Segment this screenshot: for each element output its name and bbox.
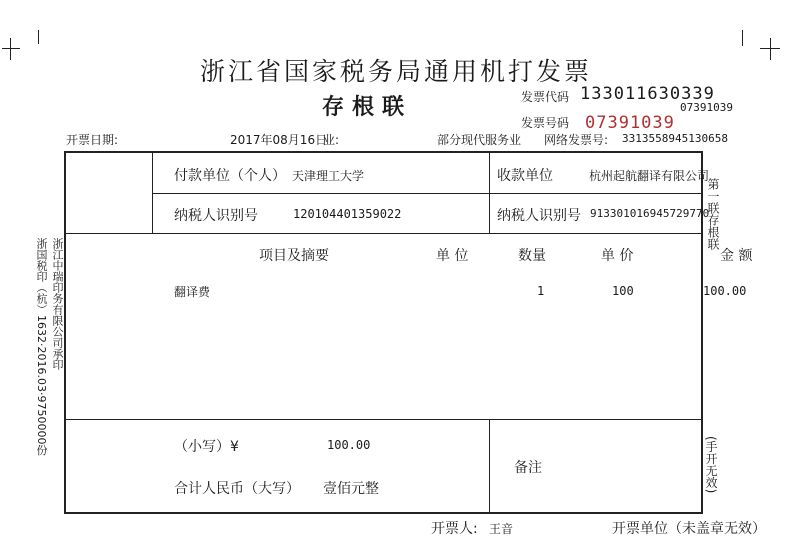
payer-name: 天津理工大学 [292, 169, 365, 183]
total-small-label: （小写）¥ [174, 439, 239, 455]
network-number-label: 网络发票号: [544, 133, 609, 147]
payee-label: 收款单位 [497, 168, 553, 184]
payee-tax-id-label: 纳税人识别号 [497, 208, 581, 224]
issue-date-label: 开票日期: [66, 133, 119, 147]
printer-info-line1: 浙国税印（杭）1632·2016.03·9750000份 [35, 238, 48, 456]
network-number: 3313558945130658 [622, 132, 728, 145]
payee-name: 杭州起航翻译有限公司 [589, 169, 710, 183]
industry-label-partial: 业: [323, 133, 340, 147]
payer-label: 付款单位（个人） [174, 168, 286, 184]
remarks-label: 备注 [514, 460, 542, 476]
issue-date: 2017年08月16日 [230, 133, 328, 147]
invoice-code: 133011630339 [580, 84, 715, 104]
row-divider [152, 193, 702, 194]
col-divider [152, 153, 153, 233]
invoice-body [64, 151, 703, 514]
stub-label: 存根联 [322, 95, 413, 120]
total-big-label: 合计人民币（大写） [174, 481, 300, 497]
invoice-code-label: 发票代码 [521, 90, 570, 104]
issuer-name: 王音 [489, 522, 514, 536]
payer-tax-id-label: 纳税人识别号 [174, 208, 258, 224]
invoice-title: 浙江省国家税务局通用机打发票 [200, 57, 593, 86]
crop-mark [10, 38, 11, 60]
invoice-number: 07391039 [585, 113, 675, 133]
issuer-label: 开票人: [431, 521, 478, 537]
row-price: 100 [612, 284, 634, 298]
crop-mark [760, 48, 780, 49]
crop-mark [38, 30, 39, 44]
printer-info-line2: 浙江中瑞印务有限公司承印 [51, 238, 64, 370]
col-divider [489, 153, 490, 233]
crop-mark [2, 48, 20, 49]
header-price: 单 价 [601, 248, 634, 264]
header-qty: 数量 [518, 248, 546, 264]
header-unit: 单 位 [436, 248, 469, 264]
crop-mark [770, 38, 771, 60]
invoice-code-small: 07391039 [680, 101, 733, 114]
payee-tax-id: 913301016945729770 [590, 207, 710, 220]
industry: 部分现代服务业 [437, 133, 522, 147]
row-divider [66, 233, 703, 234]
row-item: 翻译费 [174, 285, 211, 299]
header-amount: 金 额 [720, 248, 753, 264]
crop-mark [742, 30, 743, 46]
payer-tax-id: 120104401359022 [293, 207, 402, 221]
header-item: 项目及摘要 [259, 248, 329, 264]
handwritten-invalid-note: (手开无效) [704, 436, 718, 494]
copy-note: 第一联存根联 [706, 178, 720, 250]
total-small-value: 100.00 [327, 438, 371, 452]
row-amount: 100.00 [703, 284, 747, 298]
seal-label: 开票单位（未盖章无效） [612, 521, 766, 537]
invoice-number-label: 发票号码 [521, 116, 570, 130]
total-big-value: 壹佰元整 [323, 481, 379, 497]
row-qty: 1 [537, 284, 545, 298]
col-divider [489, 419, 490, 514]
row-divider [66, 419, 703, 420]
